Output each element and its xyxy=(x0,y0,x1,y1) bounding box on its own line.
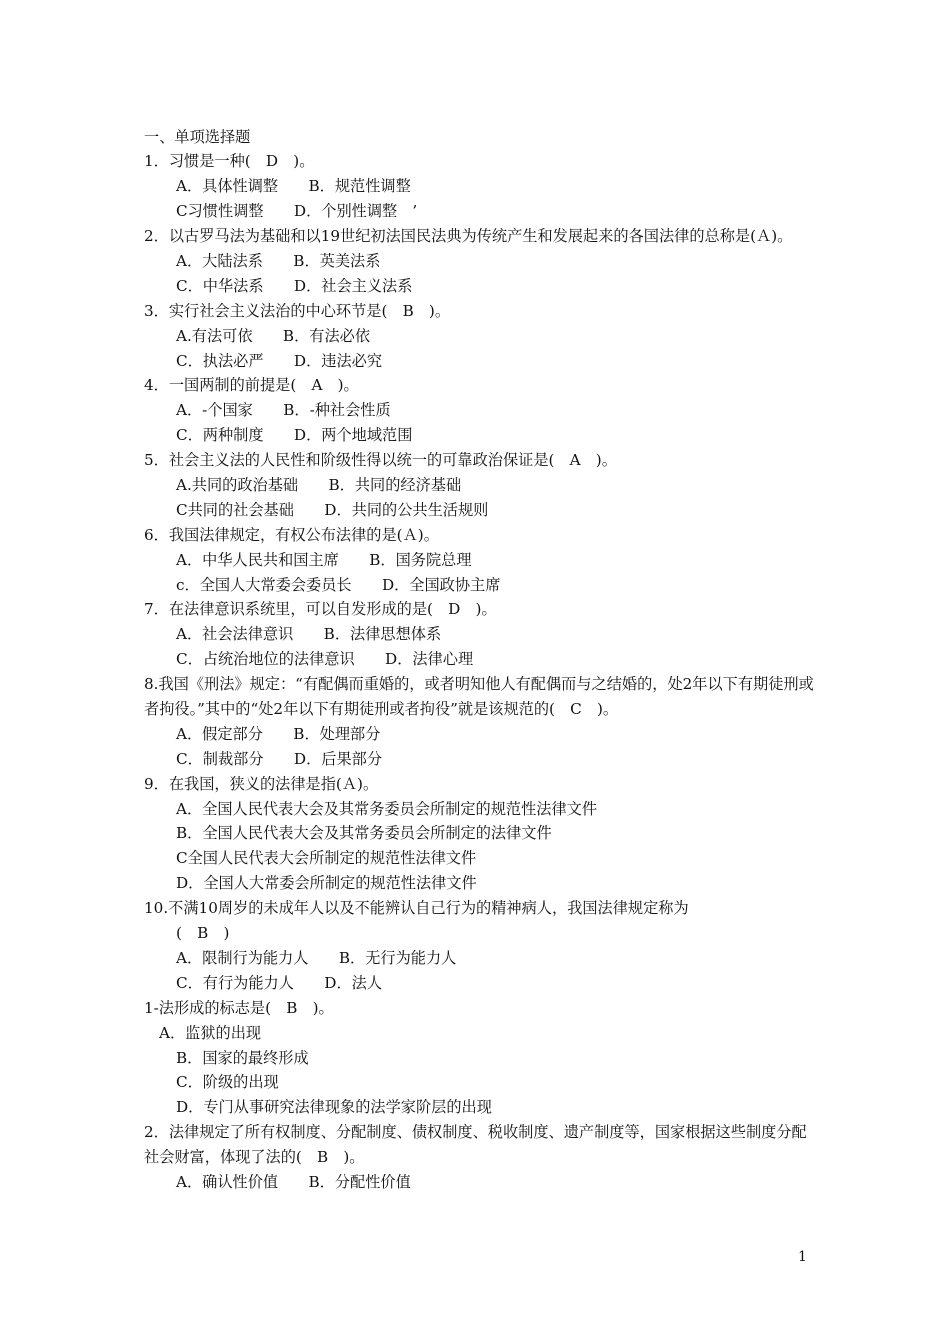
option-line: A．具体性调整 B．规范性调整 xyxy=(176,177,411,196)
option-line: D．专门从事研究法律现象的法学家阶层的出现 xyxy=(176,1098,492,1117)
question-line: 7．在法律意识系统里，可以自发形成的是( D )。 xyxy=(144,600,497,619)
option-line: A．中华人民共和国主席 B．国务院总理 xyxy=(176,550,472,569)
option-line: C．中华法系 D．社会主义法系 xyxy=(176,276,413,295)
option-line: A．社会法律意识 B．法律思想体系 xyxy=(176,625,442,644)
option-line: D．全国人大常委会所制定的规范性法律文件 xyxy=(176,874,477,893)
question-line: 4．一国两制的前提是( A )。 xyxy=(144,376,359,395)
question-line: 2．以古罗马法为基础和以19世纪初法国民法典为传统产生和发展起来的各国法律的总称是(Ａ)。 xyxy=(144,227,793,246)
option-line: B．国家的最终形成 xyxy=(176,1048,309,1067)
option-line: A．监狱的出现 xyxy=(159,1023,262,1042)
option-line: ( B ) xyxy=(176,924,230,943)
option-line: C全国人民代表大会所制定的规范性法律文件 xyxy=(176,849,477,868)
option-line: C．有行为能力人 D．法人 xyxy=(176,973,383,992)
option-line: c．全国人大常委会委员长 D．全国政协主席 xyxy=(176,575,501,594)
section-title: 一、单项选择题 xyxy=(144,127,251,146)
option-line: C．制裁部分 D．后果部分 xyxy=(176,749,383,768)
question-line: 1．习惯是一种( D )。 xyxy=(144,152,315,171)
question-line: 6．我国法律规定，有权公布法律的是(Ａ)。 xyxy=(144,525,439,544)
option-line: C习惯性调整 D．个别性调整 ’ xyxy=(176,202,418,221)
option-line: C．执法必严 D．违法必究 xyxy=(176,351,383,370)
option-line: A．全国人民代表大会及其常务委员会所制定的规范性法律文件 xyxy=(176,799,598,818)
question-line: 2．法律规定了所有权制度、分配制度、债权制度、税收制度、遗产制度等，国家根据这些制度分配社会财富，体现了法的( B )。 xyxy=(144,1123,807,1167)
option-line: C．占统治地位的法律意识 D．法律心理 xyxy=(176,650,474,669)
question-line: 8.我国《刑法》规定：“有配偶而重婚的，或者明知他人有配偶而与之结婚的，处2年以下有期徒刑或者拘役。”其中的“处2年以下有期徒刑或者拘役”就是该规范的( C )。 xyxy=(144,675,814,719)
option-line: A．大陆法系 B．英美法系 xyxy=(176,251,381,270)
question-line: 3．实行社会主义法治的中心环节是( B )。 xyxy=(144,301,451,320)
option-line: C．两种制度 D．两个地域范围 xyxy=(176,426,413,445)
option-line: A.有法可依 B．有法必依 xyxy=(176,326,371,345)
option-line: C．阶级的出现 xyxy=(176,1073,279,1092)
question-line: 9．在我国，狭义的法律是指(Ａ)。 xyxy=(144,774,379,793)
option-line: A．假定部分 B．处理部分 xyxy=(176,724,381,743)
option-line: A．-个国家 B．-种社会性质 xyxy=(176,401,391,420)
option-line: A．确认性价值 B．分配性价值 xyxy=(176,1172,411,1191)
document-body xyxy=(144,125,814,1195)
page-number: 1 xyxy=(798,1249,807,1265)
option-line: B．全国人民代表大会及其常务委员会所制定的法律文件 xyxy=(176,824,552,843)
question-line: 1-法形成的标志是( B )。 xyxy=(144,998,334,1017)
question-line: 10.不满10周岁的未成年人以及不能辨认自己行为的精神病人，我国法律规定称为 xyxy=(144,899,689,918)
option-line: A.共同的政治基础 B．共同的经济基础 xyxy=(176,475,462,494)
question-list xyxy=(144,149,814,1194)
option-line: A．限制行为能力人 B．无行为能力人 xyxy=(176,948,457,967)
option-line: C共同的社会基础 D．共同的公共生活规则 xyxy=(176,500,489,519)
question-line: 5．社会主义法的人民性和阶级性得以统一的可靠政治保证是( A )。 xyxy=(144,451,617,470)
